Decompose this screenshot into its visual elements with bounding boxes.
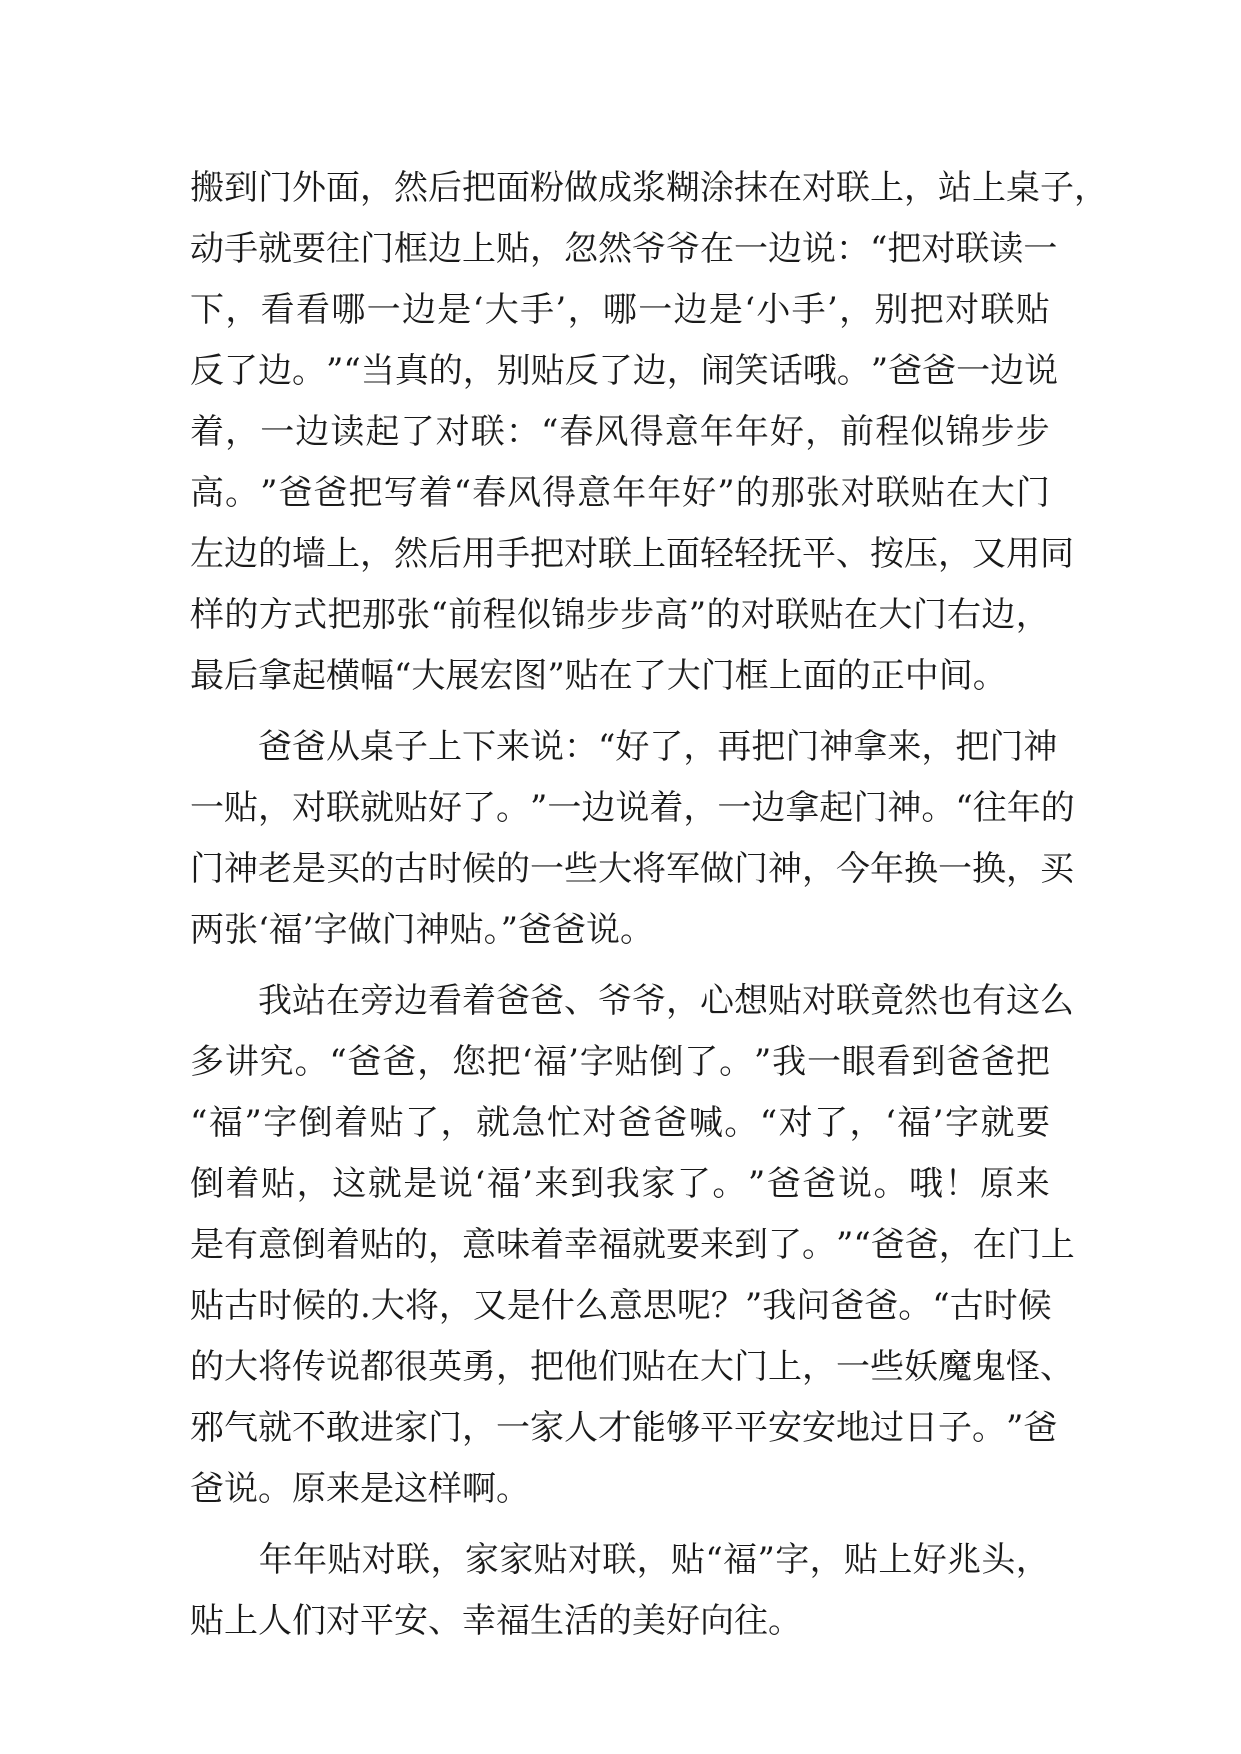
text-line: 爸说。原来是这样啊。 <box>190 1469 530 1509</box>
text-line: 我 站 在 旁 边 看 着 爸 爸 、 爷 爷 ， 心 想 贴 对 联 竟 然 也 有 这 么 <box>258 981 1074 1021</box>
text-line: 两张‘福’字做门神贴。”爸爸说。 <box>190 910 654 950</box>
text-line: 倒 着 贴 ， 这 就 是 说 ‘ 福 ’ 来 到 我 家 了 。 ” 爸 爸 说 。 哦 ！ 原 来 <box>190 1164 1050 1204</box>
text-line: 爸 爸 从 桌 子 上 下 来 说 ： “ 好 了 ， 再 把 门 神 拿 来 ， 把 门 神 <box>258 727 1058 767</box>
paragraph <box>190 971 1075 1520</box>
document-body <box>190 158 1108 1652</box>
text-line: 动 手 就 要 往 门 框 边 上 贴 ， 忽 然 爷 爷 在 一 边 说 ： “ 把 对 联 读 一 <box>190 229 1058 269</box>
text-line: 是 有 意 倒 着 贴 的 ， 意 味 着 幸 福 就 要 来 到 了 。 ” “ 爸 爸 ， 在 门 上 <box>190 1225 1075 1265</box>
text-line: 的 大 将 传 说 都 很 英 勇 ， 把 他 们 贴 在 大 门 上 ， 一 些 妖 魔 鬼 怪 、 <box>190 1347 1074 1387</box>
paragraph-gap <box>190 961 1050 971</box>
text-line: 样 的 方 式 把 那 张 “ 前 程 似 锦 步 步 高 ” 的 对 联 贴 在 大 门 右 边 ， <box>190 595 1050 635</box>
text-line: 贴 古 时 候 的 . 大 将 ， 又 是 什 么 意 思 呢 ？ ” 我 问 爸 爸 。 “ 古 时 候 <box>190 1286 1052 1326</box>
text-line: 左 边 的 墙 上 ， 然 后 用 手 把 对 联 上 面 轻 轻 抚 平 、 按 压 ， 又 用 同 <box>190 534 1074 574</box>
text-line: 最后拿起横幅“大展宏图”贴在了大门框上面的正中间。 <box>190 656 1007 696</box>
text-line: “ 福 ” 字 倒 着 贴 了 ， 就 急 忙 对 爸 爸 喊 。 “ 对 了 ， ‘ 福 ’ 字 就 要 <box>190 1103 1050 1143</box>
paragraph <box>190 158 1108 707</box>
text-line: 年 年 贴 对 联 ， 家 家 贴 对 联 ， 贴 “ 福 ” 字 ， 贴 上 好 兆 头 ， <box>258 1540 1050 1580</box>
text-line: 下 ， 看 看 哪 一 边 是 ‘ 大 手 ’ ， 哪 一 边 是 ‘ 小 手 ’ ， 别 把 对 联 贴 <box>190 290 1050 330</box>
paragraph <box>190 717 1075 961</box>
text-line: 反 了 边 。 ” “ 当 真 的 ， 别 贴 反 了 边 ， 闹 笑 话 哦 。 ” 爸 爸 一 边 说 <box>190 351 1059 391</box>
text-line: 搬 到 门 外 面 ， 然 后 把 面 粉 做 成 浆 糊 涂 抹 在 对 联 上 ， 站 上 桌 子 ， <box>190 168 1108 208</box>
text-line: 着 ， 一 边 读 起 了 对 联 ： “ 春 风 得 意 年 年 好 ， 前 程 似 锦 步 步 <box>190 412 1050 452</box>
text-line: 一 贴 ， 对 联 就 贴 好 了 。 ” 一 边 说 着 ， 一 边 拿 起 门 神 。 “ 往 年 的 <box>190 788 1075 828</box>
text-line: 门 神 老 是 买 的 古 时 候 的 一 些 大 将 军 做 门 神 ， 今 年 换 一 换 ， 买 <box>190 849 1074 889</box>
paragraph-gap <box>190 1520 1050 1530</box>
paragraph <box>190 1530 1050 1652</box>
paragraph-gap <box>190 707 1050 717</box>
text-line: 邪 气 就 不 敢 进 家 门 ， 一 家 人 才 能 够 平 平 安 安 地 过 日 子 。 ” 爸 <box>190 1408 1058 1448</box>
text-line: 贴上人们对平安、幸福生活的美好向往。 <box>190 1601 802 1641</box>
text-line: 高 。 ” 爸 爸 把 写 着 “ 春 风 得 意 年 年 好 ” 的 那 张 对 联 贴 在 大 门 <box>190 473 1050 513</box>
text-line: 多 讲 究 。 “ 爸 爸 ， 您 把 ‘ 福 ’ 字 贴 倒 了 。 ” 我 一 眼 看 到 爸 爸 把 <box>190 1042 1050 1082</box>
